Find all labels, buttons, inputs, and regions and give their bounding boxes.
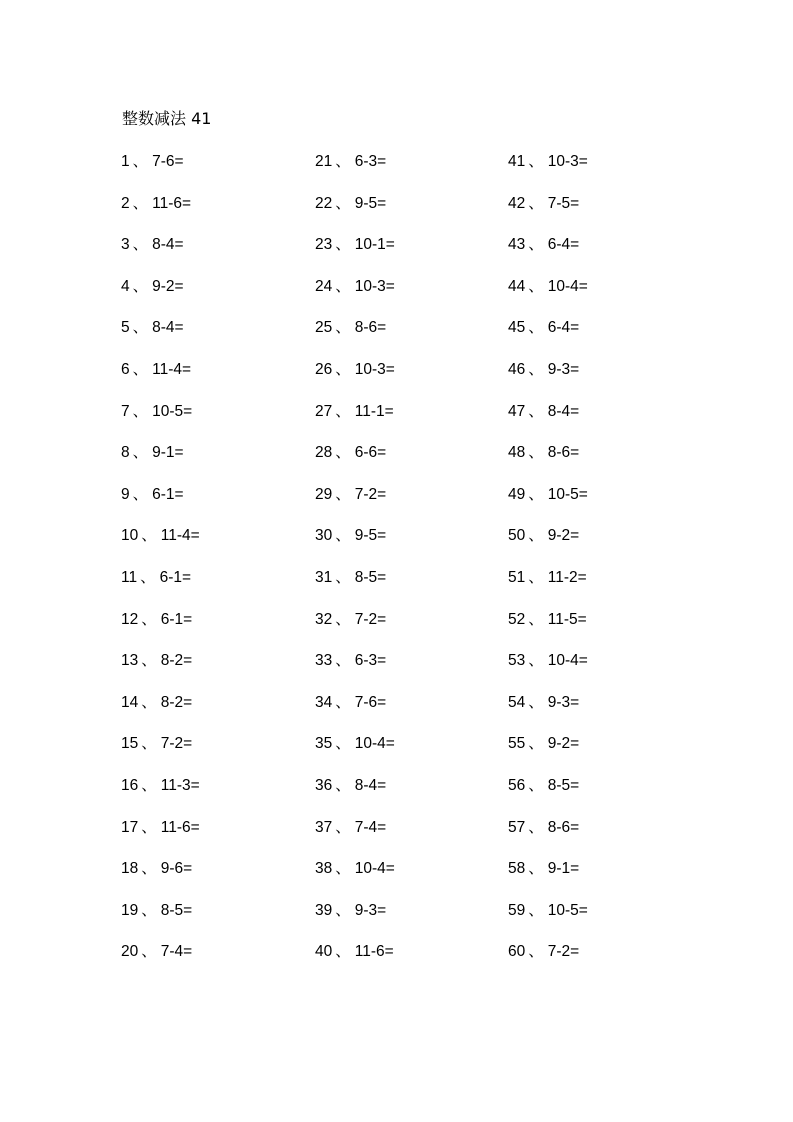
problem-number: 28 <box>315 444 333 462</box>
problem-item <box>121 151 301 193</box>
problem-number: 38 <box>315 860 333 878</box>
problem-number: 45 <box>508 319 526 337</box>
problem-item <box>508 401 688 443</box>
problem-item <box>315 442 495 484</box>
problem-number: 6 <box>121 360 130 378</box>
problem-number: 22 <box>315 194 333 212</box>
problem-expression: 9-2= <box>547 735 580 753</box>
problem-number: 39 <box>315 901 333 919</box>
problem-expression: 9-5= <box>354 527 387 545</box>
problem-separator: 、 <box>335 568 351 586</box>
problem-number: 35 <box>315 735 333 753</box>
problem-item <box>315 359 495 401</box>
problem-expression: 10-4= <box>354 735 395 753</box>
problem-item <box>121 193 301 235</box>
problem-number: 55 <box>508 735 526 753</box>
problem-separator: 、 <box>528 693 544 711</box>
problem-number: 26 <box>315 360 333 378</box>
problem-number: 37 <box>315 818 333 836</box>
problem-separator: 、 <box>335 194 351 212</box>
problem-expression: 10-4= <box>547 652 588 670</box>
problem-item <box>315 650 495 692</box>
problem-expression: 6-1= <box>160 610 193 628</box>
problem-separator: 、 <box>528 776 544 794</box>
problem-number: 11 <box>121 568 138 586</box>
problem-item <box>315 401 495 443</box>
problem-expression: 8-6= <box>547 818 580 836</box>
problem-item <box>315 858 495 900</box>
problem-item <box>315 193 495 235</box>
problem-expression: 9-2= <box>547 527 580 545</box>
problem-separator: 、 <box>132 485 149 503</box>
problem-item <box>315 900 495 942</box>
problem-item <box>508 234 688 276</box>
problem-item <box>121 484 301 526</box>
problem-expression: 9-3= <box>354 901 387 919</box>
problem-expression: 8-5= <box>354 568 387 586</box>
problem-expression: 8-6= <box>354 319 387 337</box>
problem-expression: 6-3= <box>354 652 387 670</box>
problem-separator: 、 <box>335 277 351 295</box>
problem-separator: 、 <box>335 693 351 711</box>
problem-number: 41 <box>508 153 526 170</box>
problem-item <box>508 193 688 235</box>
problem-expression: 9-3= <box>547 693 580 711</box>
problem-separator: 、 <box>140 568 156 586</box>
problem-separator: 、 <box>528 610 544 628</box>
problem-number: 31 <box>315 568 333 586</box>
problem-item <box>121 359 301 401</box>
problem-expression: 11-3= <box>160 776 200 794</box>
problem-expression: 10-4= <box>354 860 395 878</box>
problem-item <box>121 733 301 775</box>
problem-separator: 、 <box>335 319 351 337</box>
problem-expression: 11-4= <box>160 527 200 545</box>
problem-number: 43 <box>508 236 526 254</box>
problem-number: 3 <box>121 236 130 254</box>
problem-item <box>508 650 688 692</box>
problem-number: 23 <box>315 236 333 254</box>
problem-item <box>121 525 301 567</box>
problem-number: 47 <box>508 402 526 420</box>
problem-separator: 、 <box>335 818 351 836</box>
problem-number: 2 <box>121 194 130 212</box>
problem-separator: 、 <box>141 610 157 628</box>
problem-item <box>315 234 495 276</box>
problem-number: 1 <box>121 153 130 170</box>
problem-separator: 、 <box>335 860 351 878</box>
problem-expression: 10-5= <box>547 901 588 919</box>
problem-expression: 10-3= <box>354 360 395 378</box>
problem-expression: 8-5= <box>547 776 580 794</box>
problem-number: 27 <box>315 402 333 420</box>
problem-number: 25 <box>315 319 333 337</box>
problem-number: 19 <box>121 901 139 919</box>
problem-separator: 、 <box>335 943 351 961</box>
problem-expression: 11-5= <box>547 610 587 628</box>
problem-expression: 10-5= <box>547 485 588 503</box>
problem-separator: 、 <box>141 693 157 711</box>
problem-separator: 、 <box>132 153 149 170</box>
problem-separator: 、 <box>528 652 544 670</box>
problem-separator: 、 <box>335 402 351 420</box>
problem-separator: 、 <box>335 153 351 170</box>
problem-number: 34 <box>315 693 333 711</box>
problem-expression: 9-2= <box>152 277 184 295</box>
problem-item <box>508 692 688 734</box>
problem-item <box>508 484 688 526</box>
problem-item <box>315 692 495 734</box>
problem-separator: 、 <box>335 236 351 254</box>
problem-expression: 10-3= <box>354 277 395 295</box>
problem-number: 13 <box>121 652 139 670</box>
problem-number: 5 <box>121 319 130 337</box>
problem-item <box>315 775 495 817</box>
problem-expression: 9-5= <box>354 194 387 212</box>
problem-item <box>508 858 688 900</box>
problem-item <box>315 733 495 775</box>
problem-expression: 6-3= <box>354 153 387 170</box>
problem-item <box>121 317 301 359</box>
problem-expression: 9-6= <box>160 860 193 878</box>
problem-number: 58 <box>508 860 526 878</box>
problem-item <box>121 817 301 859</box>
problem-item <box>315 276 495 318</box>
problem-expression: 8-6= <box>547 444 580 462</box>
problem-number: 14 <box>121 693 139 711</box>
problem-separator: 、 <box>132 236 149 254</box>
problem-expression: 7-4= <box>160 943 193 961</box>
problem-expression: 7-2= <box>160 735 193 753</box>
problem-separator: 、 <box>335 527 351 545</box>
problem-column-3 <box>508 151 688 983</box>
problem-item <box>508 733 688 775</box>
problem-number: 60 <box>508 943 526 961</box>
problem-column-2 <box>315 151 495 983</box>
problem-item <box>508 775 688 817</box>
problem-separator: 、 <box>141 652 157 670</box>
problem-expression: 7-2= <box>547 943 580 961</box>
problem-number: 16 <box>121 776 139 794</box>
problem-item <box>121 941 301 983</box>
problem-separator: 、 <box>141 901 157 919</box>
problem-item <box>508 442 688 484</box>
problem-separator: 、 <box>141 943 157 961</box>
problem-number: 30 <box>315 527 333 545</box>
problem-separator: 、 <box>528 360 544 378</box>
problem-item <box>315 484 495 526</box>
problem-item <box>121 401 301 443</box>
problem-expression: 8-2= <box>160 693 193 711</box>
problem-item <box>121 858 301 900</box>
problem-item <box>121 900 301 942</box>
problem-item <box>508 151 688 193</box>
problem-item <box>508 900 688 942</box>
problem-number: 54 <box>508 693 526 711</box>
problem-number: 9 <box>121 485 130 503</box>
problem-item <box>508 525 688 567</box>
problem-number: 8 <box>121 444 130 462</box>
problem-expression: 6-1= <box>152 485 184 503</box>
problem-expression: 8-5= <box>160 901 193 919</box>
problem-separator: 、 <box>132 319 149 337</box>
problem-expression: 8-4= <box>354 776 387 794</box>
problem-number: 57 <box>508 818 526 836</box>
problem-separator: 、 <box>141 860 157 878</box>
problem-expression: 6-6= <box>354 444 387 462</box>
problem-item <box>315 609 495 651</box>
problem-separator: 、 <box>528 153 544 170</box>
problem-separator: 、 <box>141 818 157 836</box>
problem-number: 50 <box>508 527 526 545</box>
problem-number: 21 <box>315 153 333 170</box>
problem-separator: 、 <box>528 236 544 254</box>
problem-item <box>508 941 688 983</box>
problem-separator: 、 <box>141 776 157 794</box>
problem-item <box>121 276 301 318</box>
problem-number: 51 <box>508 568 526 586</box>
problem-separator: 、 <box>132 194 149 212</box>
problem-separator: 、 <box>335 735 351 753</box>
problem-separator: 、 <box>141 527 157 545</box>
problem-number: 36 <box>315 776 333 794</box>
problem-number: 15 <box>121 735 139 753</box>
problem-separator: 、 <box>528 319 544 337</box>
problem-expression: 11-1= <box>354 402 394 420</box>
problem-number: 59 <box>508 901 526 919</box>
problem-separator: 、 <box>528 527 544 545</box>
problem-number: 46 <box>508 360 526 378</box>
problem-separator: 、 <box>132 444 149 462</box>
problem-item <box>315 525 495 567</box>
problem-number: 32 <box>315 610 333 628</box>
problem-separator: 、 <box>132 360 149 378</box>
problem-expression: 7-2= <box>354 610 387 628</box>
problem-expression: 11-6= <box>160 818 200 836</box>
problem-number: 56 <box>508 776 526 794</box>
problem-separator: 、 <box>528 860 544 878</box>
problem-item <box>121 609 301 651</box>
problem-separator: 、 <box>528 485 544 503</box>
problem-expression: 10-5= <box>152 402 193 420</box>
problem-item <box>508 359 688 401</box>
problem-item <box>121 234 301 276</box>
problem-separator: 、 <box>335 610 351 628</box>
problem-separator: 、 <box>335 901 351 919</box>
problem-item <box>508 817 688 859</box>
problem-number: 53 <box>508 652 526 670</box>
problem-expression: 8-4= <box>152 236 184 254</box>
problem-expression: 6-1= <box>159 568 192 586</box>
problem-expression: 11-6= <box>354 943 394 961</box>
problem-item <box>315 151 495 193</box>
problem-separator: 、 <box>528 402 544 420</box>
problem-number: 40 <box>315 943 333 961</box>
problem-item <box>315 817 495 859</box>
problem-number: 12 <box>121 610 139 628</box>
problem-item <box>508 567 688 609</box>
problem-separator: 、 <box>528 444 544 462</box>
problem-separator: 、 <box>528 277 544 295</box>
problem-item <box>315 941 495 983</box>
problem-number: 52 <box>508 610 526 628</box>
problem-expression: 6-4= <box>547 236 580 254</box>
problem-item <box>508 317 688 359</box>
problem-item <box>508 276 688 318</box>
problem-separator: 、 <box>132 402 149 420</box>
problem-separator: 、 <box>132 277 149 295</box>
problem-separator: 、 <box>335 360 351 378</box>
problem-number: 33 <box>315 652 333 670</box>
problem-expression: 7-4= <box>354 818 387 836</box>
problem-separator: 、 <box>528 735 544 753</box>
problem-expression: 8-4= <box>152 319 184 337</box>
problem-item <box>508 609 688 651</box>
problem-expression: 9-3= <box>547 360 580 378</box>
problem-number: 42 <box>508 194 526 212</box>
problem-item <box>121 650 301 692</box>
problem-expression: 9-1= <box>152 444 184 462</box>
problem-separator: 、 <box>141 735 157 753</box>
problem-separator: 、 <box>528 818 544 836</box>
problem-expression: 10-1= <box>354 236 395 254</box>
problem-expression: 11-2= <box>547 568 587 586</box>
problem-number: 20 <box>121 943 139 961</box>
problem-separator: 、 <box>335 776 351 794</box>
problem-expression: 7-6= <box>152 153 184 170</box>
problem-number: 24 <box>315 277 333 295</box>
page-title: 整数减法 41 <box>122 109 212 128</box>
problem-column-1 <box>121 151 301 983</box>
problem-number: 18 <box>121 860 139 878</box>
problem-item <box>121 567 301 609</box>
problem-expression: 7-5= <box>547 194 580 212</box>
problem-separator: 、 <box>335 652 351 670</box>
problem-separator: 、 <box>528 901 544 919</box>
problem-expression: 8-2= <box>160 652 193 670</box>
problem-number: 48 <box>508 444 526 462</box>
problem-expression: 7-2= <box>354 485 387 503</box>
problem-number: 29 <box>315 485 333 503</box>
problem-expression: 6-4= <box>547 319 580 337</box>
problem-expression: 7-6= <box>354 693 387 711</box>
problem-separator: 、 <box>335 444 351 462</box>
problem-item <box>121 775 301 817</box>
problem-expression: 9-1= <box>547 860 580 878</box>
problem-item <box>121 442 301 484</box>
problem-number: 49 <box>508 485 526 503</box>
problem-separator: 、 <box>528 194 544 212</box>
problem-number: 4 <box>121 277 130 295</box>
problem-expression: 10-3= <box>547 153 588 170</box>
problem-item <box>121 692 301 734</box>
problem-number: 7 <box>121 402 130 420</box>
problem-separator: 、 <box>528 943 544 961</box>
problem-expression: 8-4= <box>547 402 580 420</box>
problem-expression: 11-4= <box>152 360 192 378</box>
problem-number: 10 <box>121 527 139 545</box>
problem-separator: 、 <box>335 485 351 503</box>
problem-number: 44 <box>508 277 526 295</box>
problem-separator: 、 <box>528 568 544 586</box>
problem-item <box>315 567 495 609</box>
problem-expression: 11-6= <box>152 194 192 212</box>
problem-expression: 10-4= <box>547 277 588 295</box>
problem-number: 17 <box>121 818 139 836</box>
problem-item <box>315 317 495 359</box>
